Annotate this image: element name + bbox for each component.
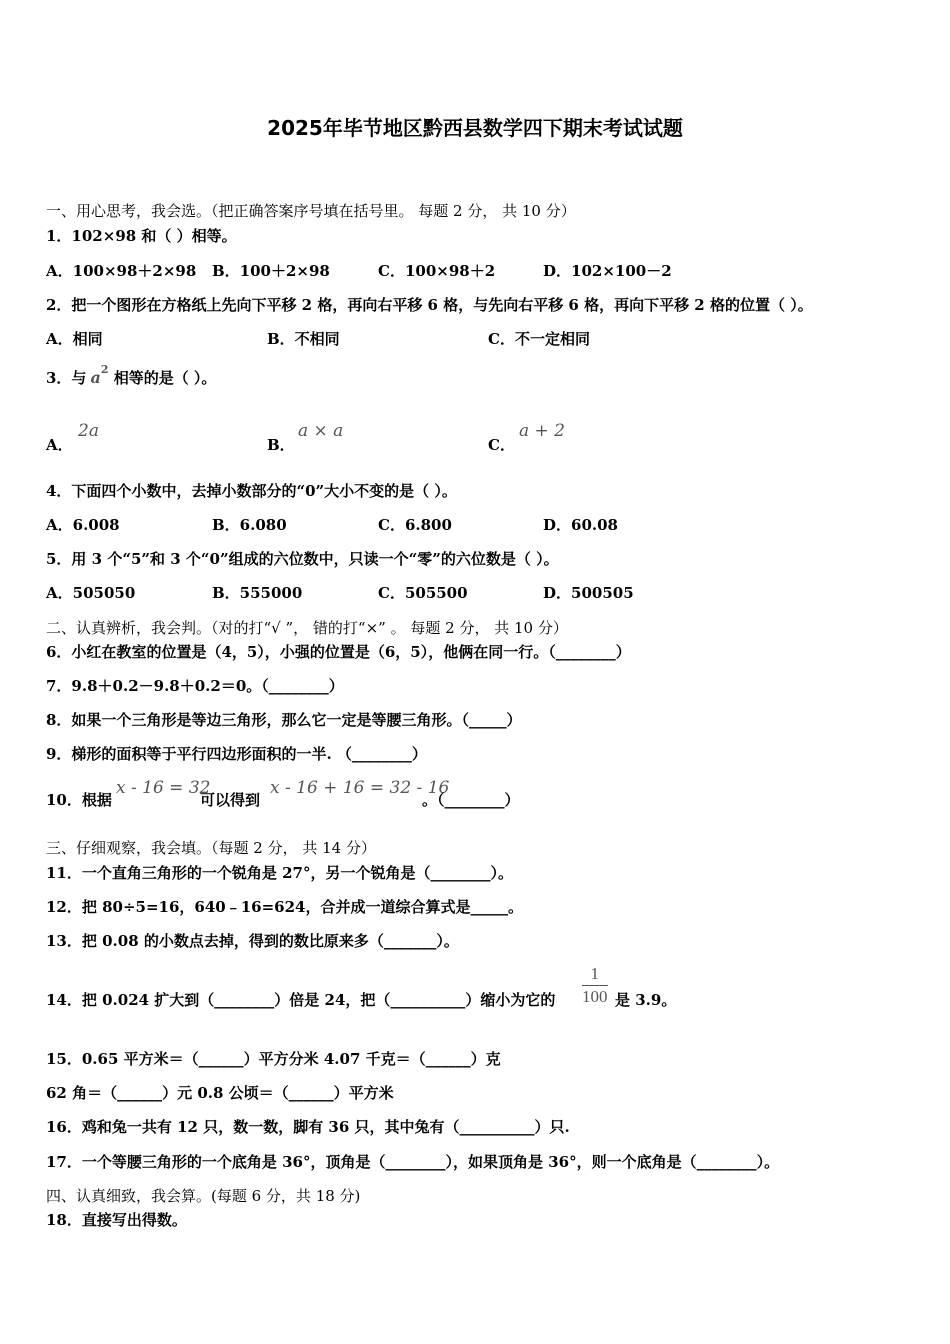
- q3-option-b-expr: a × a: [298, 421, 344, 441]
- q1-option-c: C．100×98＋2: [378, 262, 496, 280]
- q5-option-d: D．500505: [543, 584, 634, 602]
- q2-option-c: C．不一定相同: [488, 330, 590, 348]
- q4-option-d: D．60.08: [543, 516, 618, 534]
- q1-option-d: D．102×100－2: [543, 262, 672, 280]
- q5-option-b: B．555000: [212, 584, 303, 602]
- q14-fraction-denominator: 100: [582, 987, 608, 1006]
- q14-fraction: [580, 963, 610, 1008]
- q14-fraction-numerator: 1: [582, 963, 608, 986]
- question-13: 13．把 0.08 的小数点去掉，得到的数比原来多（_______）。: [46, 932, 459, 950]
- q4-option-c: C．6.800: [378, 516, 452, 534]
- q1-option-a: A．100×98＋2×98: [46, 262, 197, 280]
- q3-option-c-expr: a + 2: [519, 421, 566, 441]
- question-5: 5．用 3 个“5”和 3 个“0”组成的六位数中，只读一个“零”的六位数是（ ）。: [46, 550, 559, 568]
- section-4-heading: 四、认真细致，我会算。(每题 6 分，共 18 分): [46, 1187, 361, 1205]
- question-1: 1．102×98 和（ ）相等。: [46, 227, 237, 245]
- q3-option-a-label: A．: [46, 436, 73, 454]
- q10-middle-text: 可以得到: [200, 791, 261, 809]
- section-3-heading: 三、仔细观察，我会填。（每题 2 分， 共 14 分）: [46, 839, 376, 857]
- question-16: 16．鸡和兔一共有 12 只，数一数，脚有 36 只，其中兔有（__________）只.: [46, 1118, 570, 1136]
- question-11: 11．一个直角三角形的一个锐角是 27°，另一个锐角是（________）。: [46, 864, 513, 882]
- question-14: [46, 990, 555, 1010]
- question-4: 4．下面四个小数中，去掉小数部分的“0”大小不变的是（ ）。: [46, 482, 457, 500]
- question-15-line-1: 15．0.65 平方米＝（______）平方分米 4.07 千克＝（______）克: [46, 1050, 501, 1068]
- q14-prefix: 14．把 0.024 扩大到（________）倍是 24，把（__________）缩小为它的: [46, 991, 556, 1009]
- q4-option-a: A．6.008: [46, 516, 120, 534]
- q3-option-a-expr: 2a: [78, 421, 99, 441]
- q10-expression-2: x - 16 + 16 = 32 - 16: [270, 778, 450, 798]
- question-3: [46, 363, 217, 390]
- question-15-line-2: 62 角＝（______）元 0.8 公顷＝（______）平方米: [46, 1084, 394, 1102]
- q3-exponent: 2: [100, 363, 109, 376]
- q3-option-c-label: C．: [488, 436, 515, 454]
- question-12: 12．把 80÷5=16，640﹣16=624，合并成一道综合算式是_____。: [46, 898, 523, 916]
- q10-prefix: 10．根据: [46, 791, 112, 809]
- question-2: 2．把一个图形在方格纸上先向下平移 2 格，再向右平移 6 格，与先向右平移 6 格，再向下平移 2 格的位置（ ）。: [46, 296, 813, 314]
- q3-suffix: 相等的是（ ）。: [113, 369, 217, 387]
- q14-suffix: 是 3.9。: [615, 991, 677, 1009]
- question-8: 8．如果一个三角形是等边三角形，那么它一定是等腰三角形。（_____）: [46, 711, 522, 729]
- question-17: 17．一个等腰三角形的一个底角是 36°，顶角是（________），如果顶角是 36°，则一个底角是（________）。: [46, 1153, 780, 1171]
- q3-variable: a: [90, 368, 101, 387]
- section-1-heading: 一、用心思考，我会选。（把正确答案序号填在括号里。 每题 2 分， 共 10 分）: [46, 202, 576, 220]
- q5-option-c: C．505500: [378, 584, 468, 602]
- question-10: [46, 790, 112, 810]
- q2-option-a: A．相同: [46, 330, 103, 348]
- question-6: 6．小红在教室的位置是（4，5），小强的位置是（6，5），他俩在同一行。（________）: [46, 643, 631, 661]
- q1-option-b: B．100＋2×98: [212, 262, 330, 280]
- q10-expression-1: x - 16 = 32: [116, 778, 211, 798]
- q4-option-b: B．6.080: [212, 516, 287, 534]
- section-2-heading: 二、认真辨析，我会判。（对的打“√ ”， 错的打“×” 。 每题 2 分， 共 10 分）: [46, 619, 568, 637]
- q2-option-b: B．不相同: [267, 330, 340, 348]
- page-title: 2025年毕节地区黔西县数学四下期末考试试题: [267, 116, 683, 140]
- q3-prefix: 3．与: [46, 369, 87, 387]
- question-9: 9．梯形的面积等于平行四边形面积的一半. （________）: [46, 745, 427, 763]
- question-18: 18．直接写出得数。: [46, 1211, 187, 1229]
- q3-option-b-label: B．: [267, 436, 295, 454]
- question-7: 7．9.8＋0.2－9.8＋0.2＝0。（________）: [46, 677, 344, 695]
- q5-option-a: A．505050: [46, 584, 136, 602]
- q10-suffix: 。（________）: [422, 791, 520, 809]
